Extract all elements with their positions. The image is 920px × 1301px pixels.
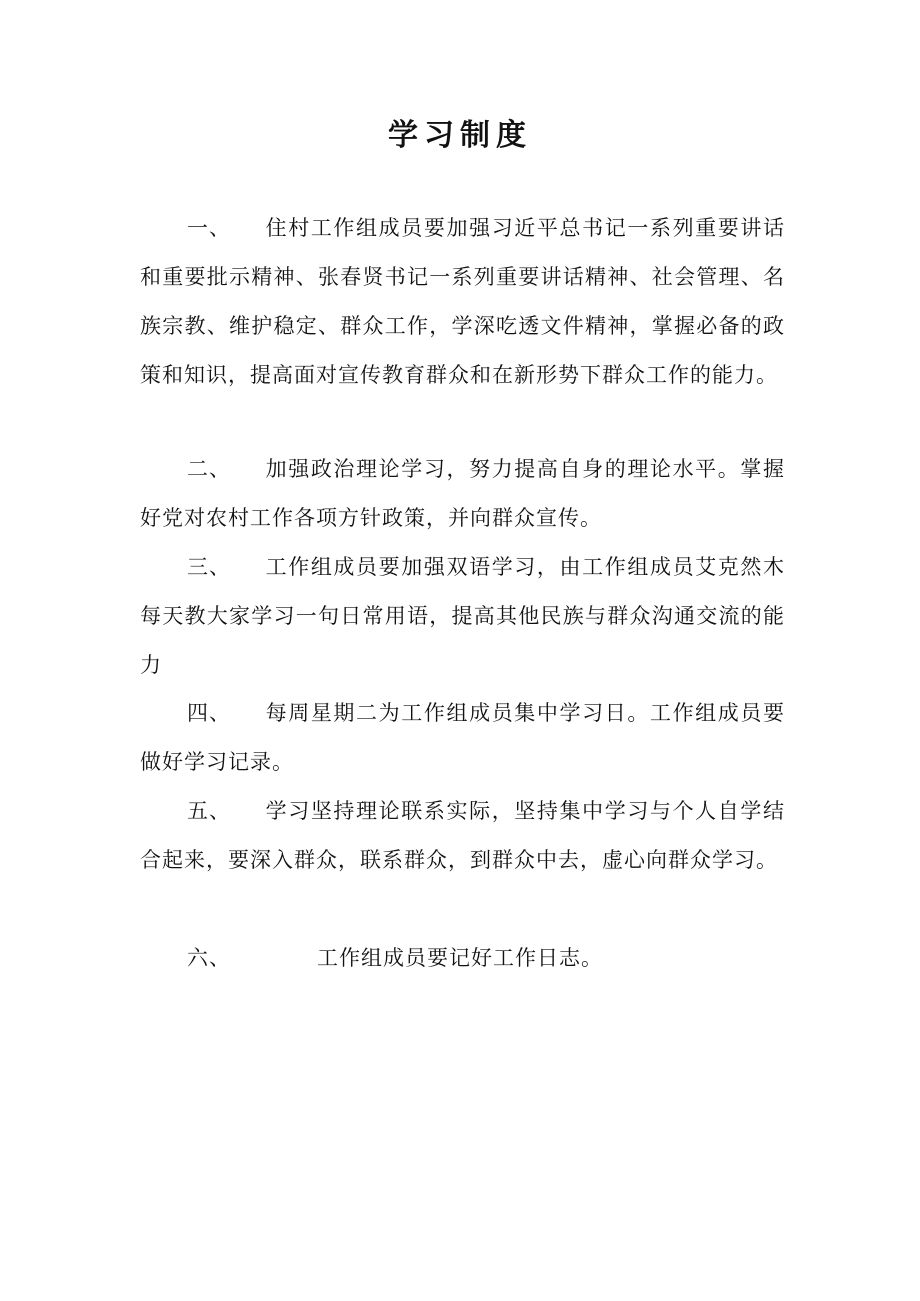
rule-item-6 (140, 934, 785, 983)
document-title: 学习制度 (388, 118, 532, 153)
rule-text: 每周星期二为工作组成员集中学习日。工作组成员要做好学习记录。 (140, 701, 785, 774)
rule-number: 二、 (187, 457, 231, 481)
rule-number: 五、 (187, 799, 231, 823)
rule-text: 住村工作组成员要加强习近平总书记一系列重要讲话和重要批示精神、张春贤书记一系列重要讲话精神、社会管理、名族宗教、维护稳定、群众工作，学深吃透文件精神，掌握必备的政策和知识，提高面对宣传教育群众和在新形势下群众工作的能力。 (140, 216, 785, 387)
rule-number: 一、 (187, 216, 231, 240)
rule-item-5 (140, 787, 785, 885)
rule-number: 四、 (187, 701, 231, 725)
rule-number: 三、 (187, 555, 231, 579)
rule-item-4 (140, 689, 785, 787)
rule-item-3 (140, 543, 785, 690)
rule-text: 工作组成员要加强双语学习，由工作组成员艾克然木每天教大家学习一句日常用语，提高其他民族与群众沟通交流的能力 (140, 555, 785, 677)
rule-number: 六、 (187, 946, 231, 970)
rule-text: 加强政治理论学习，努力提高自身的理论水平。掌握好党对农村工作各项方针政策，并向群众宣传。 (140, 457, 785, 530)
rule-text: 工作组成员要记好工作日志。 (317, 946, 603, 970)
rule-item-2 (140, 445, 785, 543)
rule-text: 学习坚持理论联系实际，坚持集中学习与个人自学结合起来，要深入群众，联系群众，到群众中去，虚心向群众学习。 (140, 799, 785, 872)
rule-item-1 (140, 204, 785, 400)
